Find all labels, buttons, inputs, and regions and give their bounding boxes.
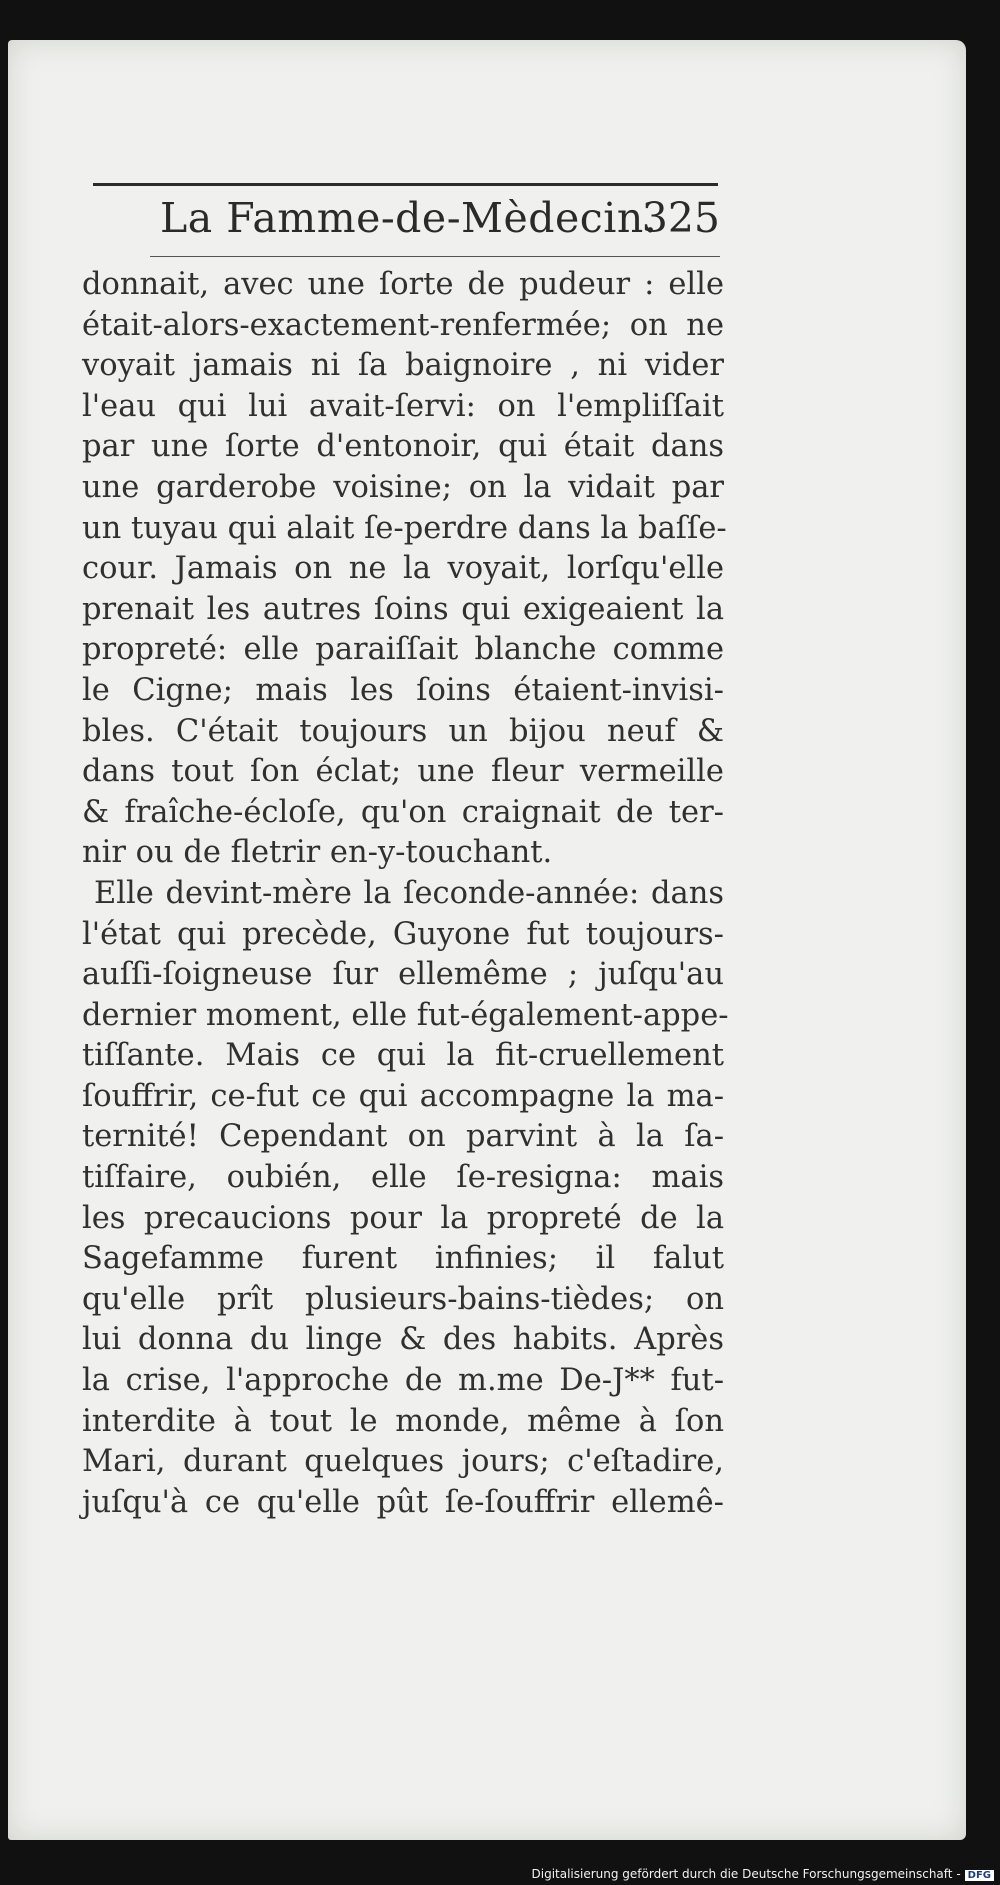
text-line: les precaucions pour la propreté de la bbox=[82, 1200, 724, 1236]
text-line: cour. Jamais on ne la voyait, lorſqu'elle bbox=[82, 551, 724, 587]
text-line: une garderobe voisine; on la vidait par bbox=[82, 469, 724, 505]
text-line: un tuyau qui alait ſe-perdre dans la baſſe- bbox=[82, 510, 727, 546]
text-line: l'eau qui lui avait-ſervi: on l'empliſſait bbox=[82, 388, 724, 424]
running-head-title: La Famme-de-Mèdecin. bbox=[160, 194, 658, 242]
text-line: nir ou de fletrir en-y-touchant. bbox=[82, 835, 553, 871]
text-line: & fraîche-écloſe, qu'on craignait de ter- bbox=[82, 794, 724, 830]
text-line: prenait les autres ſoins qui exigeaient la bbox=[82, 591, 724, 627]
text-line: bles. C'était toujours un bijou neuf & bbox=[82, 713, 724, 749]
text-line: tiſſante. Mais ce qui la fit-cruellement bbox=[82, 1038, 724, 1074]
text-line: ſouffrir, ce-fut ce qui accompagne la ma- bbox=[82, 1078, 724, 1114]
running-head bbox=[160, 188, 720, 252]
text-line: voyait jamais ni ſa baignoire , ni vider bbox=[82, 348, 724, 384]
header-rule-top bbox=[93, 183, 718, 186]
text-line: juſqu'à ce qu'elle pût ſe-ſouffrir ellemê- bbox=[82, 1484, 724, 1520]
text-line: l'état qui precède, Guyone fut toujours- bbox=[82, 916, 724, 952]
text-line: Elle devint-mère la ſeconde-année: dans bbox=[94, 875, 724, 911]
text-line: qu'elle prît plusieurs-bains-tièdes; on bbox=[82, 1281, 724, 1317]
text-line: tiſfaire, oubién, elle ſe-resigna: mais bbox=[82, 1160, 724, 1196]
text-line: donnait, avec une ſorte de pudeur : elle bbox=[82, 267, 724, 302]
text-line: propreté: elle paraiſſait blanche comme bbox=[82, 632, 724, 668]
text-line: Sagefamme furent infinies; il falut bbox=[82, 1241, 724, 1277]
page-number: 325 bbox=[641, 194, 720, 242]
text-line: le Cigne; mais les ſoins étaient-invisi- bbox=[82, 672, 724, 708]
credit-text: Digitalisierung gefördert durch die Deutsche Forschungsgemeinschaft - bbox=[531, 1867, 961, 1881]
text-line: était-alors-exactement-renfermée; on ne bbox=[82, 307, 724, 343]
text-line: la crise, l'approche de m.me De-J** fut- bbox=[82, 1363, 724, 1399]
text-line: lui donna du linge & des habits. Après bbox=[82, 1322, 724, 1358]
text-line: dernier moment, elle fut-également-appe- bbox=[82, 997, 729, 1033]
body-text bbox=[82, 265, 729, 1523]
digitization-credit bbox=[532, 1867, 995, 1881]
header-rule-bottom bbox=[150, 256, 720, 257]
text-line: dans tout ſon éclat; une fleur vermeille bbox=[82, 754, 724, 790]
dfg-logo: DFG bbox=[965, 1870, 994, 1881]
text-line: interdite à tout le monde, même à ſon bbox=[82, 1403, 724, 1439]
text-line: par une ſorte d'entonoir, qui était dans bbox=[82, 429, 724, 465]
text-line: ternité! Cependant on parvint à la ſa- bbox=[82, 1119, 724, 1155]
text-line: auſſi-ſoigneuse ſur ellemême ; juſqu'au bbox=[82, 957, 724, 993]
text-line: Mari, durant quelques jours; c'eſtadire, bbox=[82, 1444, 724, 1480]
